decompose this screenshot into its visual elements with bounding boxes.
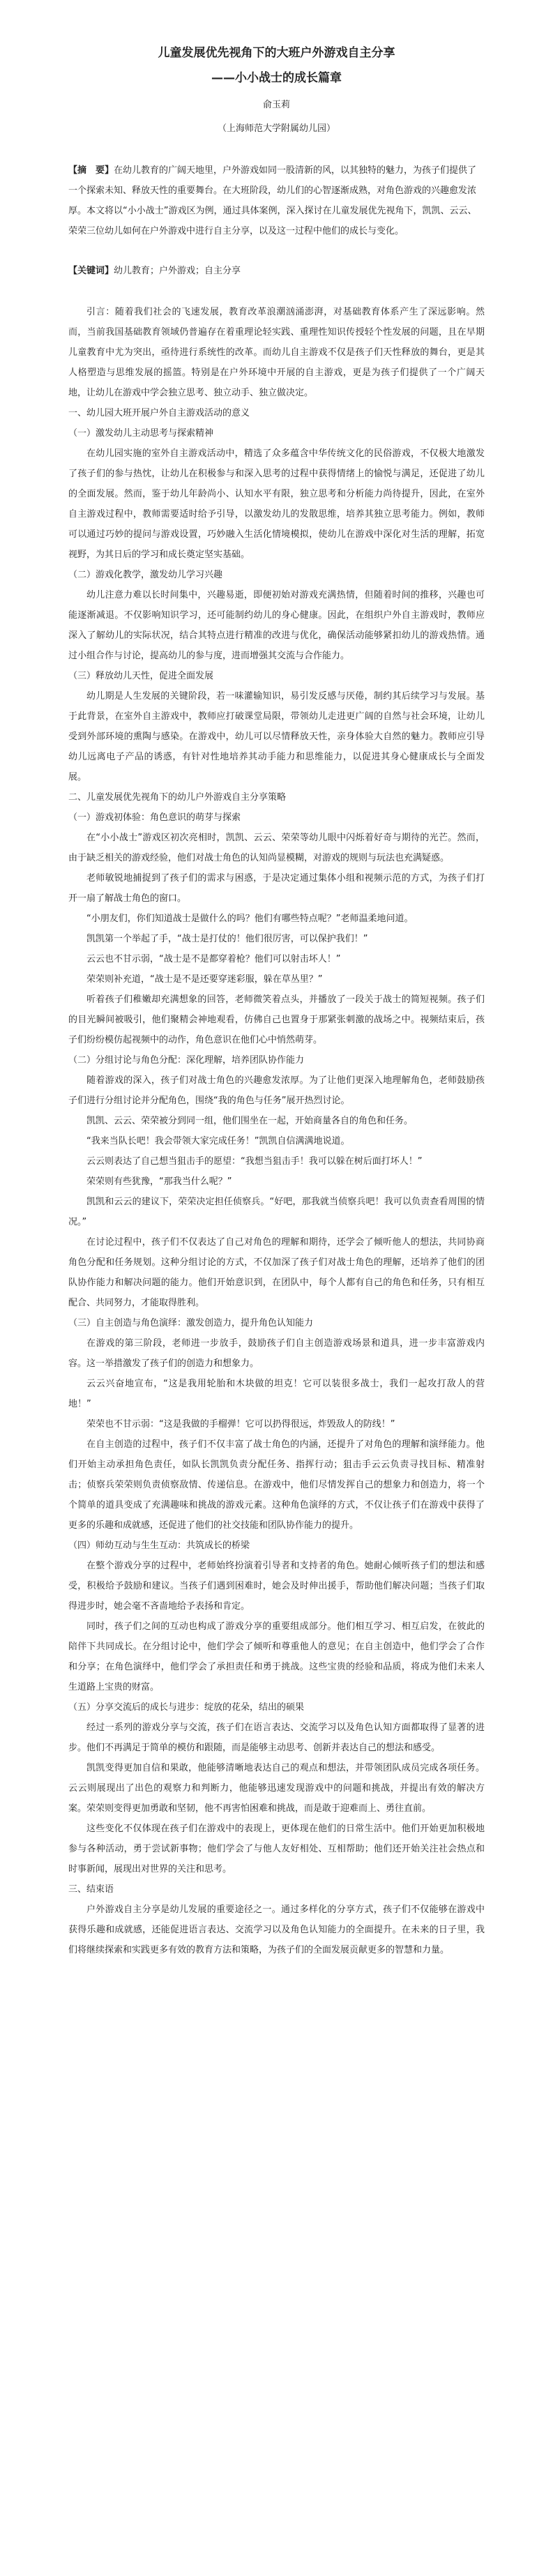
body-paragraph: 在游戏的第三阶段，老师进一步放手，鼓励孩子们自主创造游戏场景和道具，进一步丰富游戏内容。这一举措激发了孩子们的创造力和想象力。 [68,1338,485,1369]
abstract [68,160,485,241]
author-affiliation: （上海师范大学附属幼儿园） [217,123,335,134]
section-heading: 一、幼儿园大班开展户外自主游戏活动的意义 [68,408,250,418]
body-paragraph: 在幼儿园实施的室外自主游戏活动中，精选了众多蕴含中华传统文化的民俗游戏，不仅极大地激发了孩子们的参与热忱，让幼儿在积极参与和深入思考的过程中获得情绪上的愉悦与满足，还促进了幼儿的全面发展。然而，鉴于幼儿年龄尚小、认知水平有限，独立思考和分析能力尚待提升，因此，在室外自主游戏过程中，教师需要适时给予引导，以激发幼儿的发散思维，培养其独立思考能力。例如，教师可以通过巧妙的提问与游戏设置，巧妙融入生活化情境模拟，使幼儿在游戏中深化对生活的理解，拓宽视野，为其日后的学习和成长奠定坚实基础。 [68,448,485,560]
section-heading: （二）游戏化教学，激发幼儿学习兴趣 [68,570,223,580]
body-paragraph: 同时，孩子们之间的互动也构成了游戏分享的重要组成部分。他们相互学习、相互启发，在彼此的陪伴下共同成长。在分组讨论中，他们学会了倾听和尊重他人的意见；在自主创造中，他们学会了合作和分享；在角色演绎中，他们学会了承担责任和勇于挑战。这些宝贵的经验和品质，将成为他们未来人生道路上宝贵的财富。 [68,1621,485,1692]
section-heading: 二、儿童发展优先视角下的幼儿户外游戏自主分享策略 [68,792,287,803]
body-paragraph: 凯凯变得更加自信和果敢，他能够清晰地表达自己的观点和想法，并带领团队成员完成各项任务。云云则展现出了出色的观察力和判断力，他能够迅速发现游戏中的问题和挑战，并提出有效的解决方案。荣荣则变得更加勇敢和坚韧，他不再害怕困难和挑战，而是敢于迎难而上、勇往直前。 [68,1763,485,1814]
body-paragraph: 幼儿注意力难以长时间集中，兴趣易逝，即便初始对游戏充满热情，但随着时间的推移，兴趣也可能逐渐减退。不仅影响知识学习，还可能制约幼儿的身心健康。因此，在组织户外自主游戏时，教师应深入了解幼儿的实际状况，结合其特点进行精准的改进与优化，确保活动能够紧扣幼儿的游戏热情。通过小组合作与讨论，提高幼儿的参与度，进而增强其交流与合作能力。 [68,590,485,661]
document-subtitle: ——小小战士的成长篇章 [211,71,342,85]
abstract-text: 在幼儿教育的广阔天地里，户外游戏如同一股清新的风，以其独特的魅力，为孩子们提供了一个探索未知、释放天性的重要舞台。在大班阶段，幼儿们的心智逐渐成熟，对角色游戏的兴趣愈发浓厚。本文将以“小小战士”游戏区为例，通过具体案例，深入探讨在儿童发展优先视角下，凯凯、云云、荣荣三位幼儿如何在户外游戏中进行自主分享，以及这一过程中他们的成长与变化。 [68,165,477,236]
body-paragraph: 凯凯和云云的建议下，荣荣决定担任侦察兵。“好吧，那我就当侦察兵吧！我可以负责查看周围的情况。” [68,1197,485,1227]
section-heading: （一）激发幼儿主动思考与探索精神 [68,428,214,439]
body-paragraph: 云云则表达了自己想当狙击手的愿望：“我想当狙击手！我可以躲在树后面打坏人！” [86,1156,423,1167]
body-paragraph: 随着游戏的深入，孩子们对战士角色的兴趣愈发浓厚。为了让他们更深入地理解角色，老师鼓励孩子们进行分组讨论并分配角色，围绕“我的角色与任务”展开热烈讨论。 [68,1075,485,1106]
body-paragraph: 老师敏锐地捕捉到了孩子们的需求与困惑，于是决定通过集体小组和视频示范的方式，为孩子们打开一扇了解战士角色的窗口。 [68,873,485,904]
author-name: 俞玉莉 [262,100,290,110]
body-paragraph: 听着孩子们稚嫩却充满想象的回答，老师微笑着点头，并播放了一段关于战士的简短视频。孩子们的目光瞬间被吸引，他们聚精会神地观看，仿佛自己也置身于那紧张刺激的战场之中。视频结束后，孩子们纷纷模仿起视频中的动作，角色意识在他们心中悄然萌芽。 [68,994,485,1045]
section-heading: （一）游戏初体验：角色意识的萌芽与探索 [68,812,241,823]
keywords-text: 幼儿教育；户外游戏；自主分享 [114,266,241,276]
body-paragraph: 凯凯、云云、荣荣被分到同一组，他们围坐在一起，开始商量各自的角色和任务。 [86,1116,414,1126]
section-heading: （三）自主创造与角色演绎：激发创造力，提升角色认知能力 [68,1318,314,1328]
article-body [68,302,485,1960]
section-heading: （二）分组讨论与角色分配：深化理解，培养团队协作能力 [68,1055,305,1066]
section-heading: （四）师幼互动与生生互动：共筑成长的桥梁 [68,1540,250,1551]
body-paragraph: 户外游戏自主分享是幼儿发展的重要途径之一。通过多样化的分享方式，孩子们不仅能够在游戏中获得乐趣和成就感，还能促进语言表达、交流学习以及角色认知能力的全面提升。在未来的日子里，我们将继续探索和实践更多有效的教育方法和策略，为孩子们的全面发展贡献更多的智慧和力量。 [68,1904,485,1955]
body-paragraph: 引言：随着我们社会的飞速发展，教育改革浪潮汹涌澎湃，对基础教育体系产生了深远影响。然而，当前我国基础教育领域仍普遍存在着重理论轻实践、重理性知识传授轻个性发展的问题，且在早期儿童教育中尤为突出，亟待进行系统性的改革。而幼儿自主游戏不仅是孩子们天性释放的舞台，更是其人格塑造与思维发展的摇篮。特别是在户外环境中开展的自主游戏，更是为孩子们提供了一个广阔天地，让幼儿在游戏中学会独立思考、独立动手、独立做决定。 [68,307,485,398]
body-paragraph: 在“小小战士”游戏区初次亮相时，凯凯、云云、荣荣等幼儿眼中闪烁着好奇与期待的光芒。然而，由于缺乏相关的游戏经验，他们对战士角色的认知尚显模糊，对游戏的规则与玩法也充满疑惑。 [68,833,485,863]
keywords [68,261,485,281]
body-paragraph: 荣荣则有些犹豫，“那我当什么呢？” [86,1176,232,1187]
body-paragraph: “小朋友们，你们知道战士是做什么的吗？他们有哪些特点呢？”老师温柔地问道。 [86,914,414,924]
body-paragraph: 云云兴奋地宣布，“这是我用轮胎和木块做的坦克！它可以装很多战士，我们一起攻打敌人的营地！” [68,1379,485,1409]
body-paragraph: 荣荣则补充道，“战士是不是还要穿迷彩服，躲在草丛里？” [86,974,323,985]
body-paragraph: 在自主创造的过程中，孩子们不仅丰富了战士角色的内涵，还提升了对角色的理解和演绎能力。他们开始主动承担角色责任，如队长凯凯负责分配任务、指挥行动；狙击手云云负责寻找目标、精准射击；侦察兵荣荣则负责侦察敌情、传递信息。在游戏中，他们尽情发挥自己的想象力和创造力，将一个个简单的道具变成了充满趣味和挑战的游戏元素。这种角色演绎的方式，不仅让孩子们在游戏中获得了更多的乐趣和成就感，还促进了他们的社交技能和团队协作能力的提升。 [68,1439,485,1531]
section-heading: 三、结束语 [68,1884,114,1895]
body-paragraph: 在整个游戏分享的过程中，老师始终扮演着引导者和支持者的角色。她耐心倾听孩子们的想法和感受，积极给予鼓励和建议。当孩子们遇到困难时，她会及时伸出援手，帮助他们解决问题；当孩子们取得进步时，她会毫不吝啬地给予表扬和肯定。 [68,1561,485,1612]
body-paragraph: 这些变化不仅体现在孩子们在游戏中的表现上，更体现在他们的日常生活中。他们开始更加积极地参与各种活动，勇于尝试新事物；他们学会了与他人友好相处、互相帮助；他们还开始关注社会热点和时事新闻，展现出对世界的关注和思考。 [68,1824,485,1874]
keywords-label: 【关键词】 [68,266,114,276]
body-paragraph: 荣荣也不甘示弱：“这是我做的手榴弹！它可以扔得很远，炸毁敌人的防线！” [86,1419,395,1430]
body-paragraph: “我来当队长吧！我会带领大家完成任务！”凯凯自信满满地说道。 [86,1136,350,1146]
section-heading: （三）释放幼儿天性，促进全面发展 [68,671,214,681]
section-heading: （五）分享交流后的成长与进步：绽放的花朵，结出的硕果 [68,1702,305,1713]
body-paragraph: 经过一系列的游戏分享与交流，孩子们在语言表达、交流学习以及角色认知方面都取得了显著的进步。他们不再满足于简单的模仿和跟随，而是能够主动思考、创新并表达自己的想法和感受。 [68,1722,485,1753]
abstract-label: 【摘 要】 [68,165,114,176]
document-title: 儿童发展优先视角下的大班户外游戏自主分享 [158,46,395,60]
body-paragraph: 云云也不甘示弱，“战士是不是都穿着枪？他们可以射击坏人！” [86,954,341,964]
body-paragraph: 在讨论过程中，孩子们不仅表达了自己对角色的理解和期待，还学会了倾听他人的想法，共同协商角色分配和任务规划。这种分组讨论的方式，不仅加深了孩子们对战士角色的理解，还培养了他们的团队协作能力和解决问题的能力。他们开始意识到，在团队中，每个人都有自己的角色和任务，只有相互配合、共同努力，才能取得胜利。 [68,1237,485,1308]
body-paragraph: 凯凯第一个举起了手，“战士是打仗的！他们很厉害，可以保护我们！” [86,934,368,944]
body-paragraph: 幼儿期是人生发展的关键阶段，若一味灌输知识，易引发反感与厌倦，制约其后续学习与发展。基于此背景，在室外自主游戏中，教师应打破课堂局限，带领幼儿走进更广阔的自然与社会环境，让幼儿受到外部环境的熏陶与感染。在游戏中，幼儿可以尽情释放天性，亲身体验大自然的魅力。教师应引导幼儿远离电子产品的诱惑，有针对性地培养其动手能力和思维能力，以促进其身心健康成长与全面发展。 [68,691,485,782]
